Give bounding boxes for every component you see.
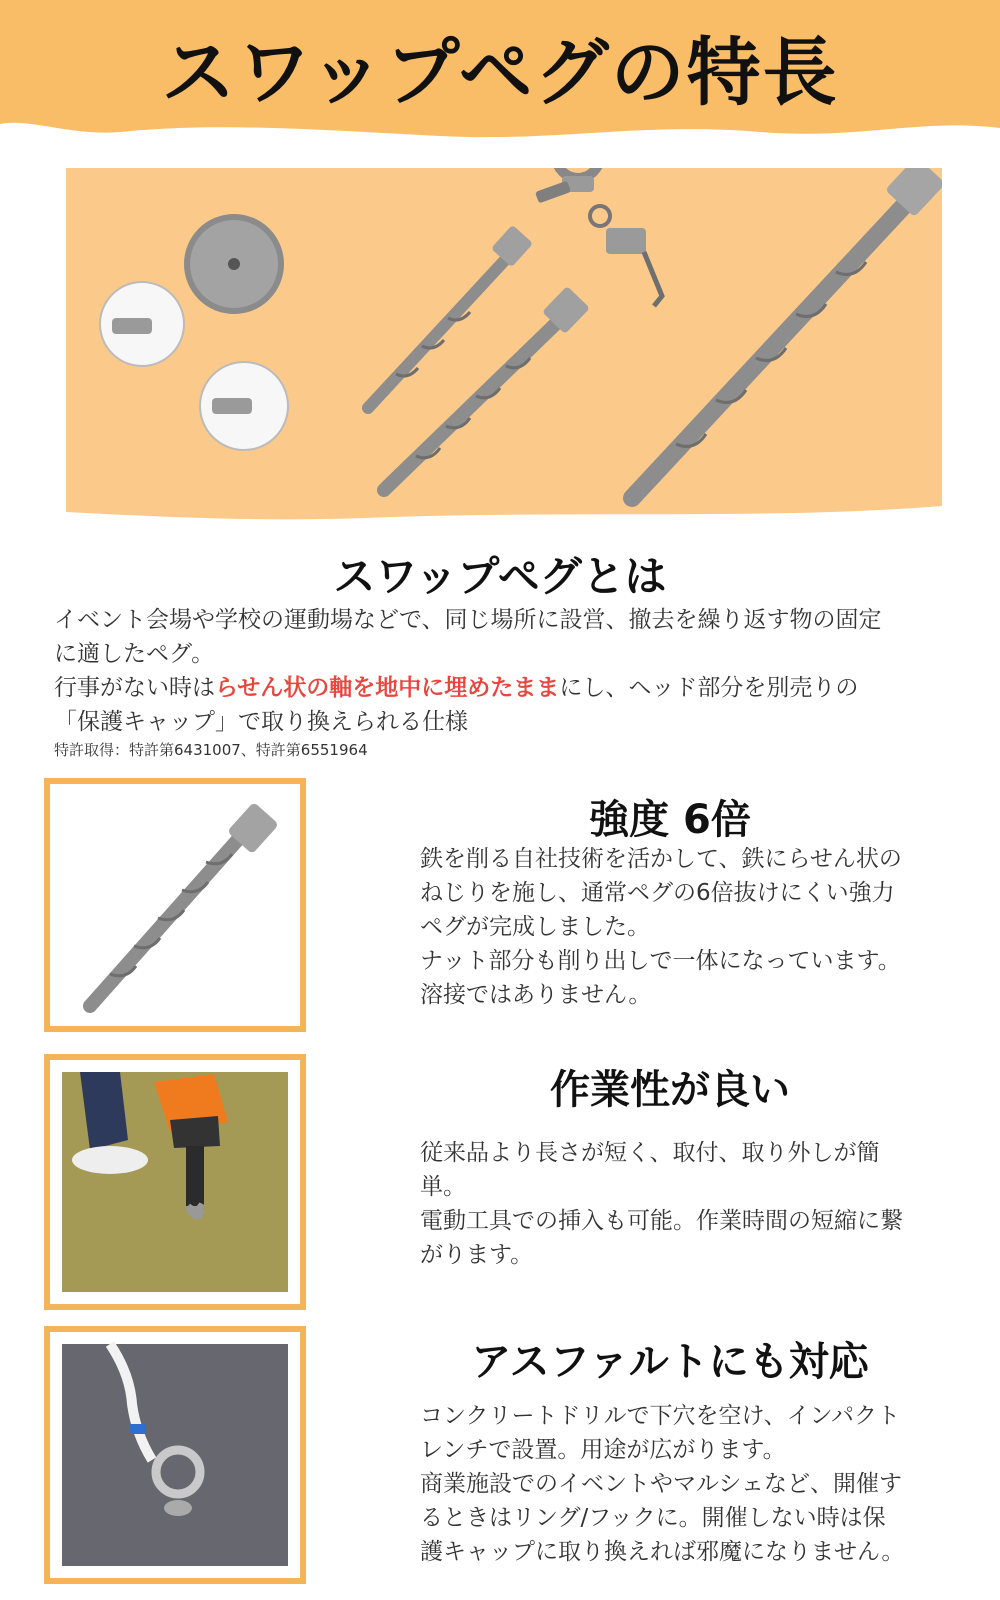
washer-icon — [184, 214, 284, 314]
feature-1-line: ねじりを施し、通常ペグの6倍抜けにくい強力 — [420, 880, 895, 906]
peg-icon — [50, 784, 300, 1026]
intro-line-2: に適したペグ。 — [54, 641, 215, 667]
intro-text — [54, 603, 954, 739]
intro-line-3-pre: 行事がない時は — [54, 675, 215, 701]
header-title: スワップペグの特長 — [161, 30, 839, 116]
feature-2-body — [420, 1136, 960, 1272]
feature-3-image-frame — [44, 1326, 306, 1584]
feature-3-line: レンチで設置。用途が広がります。 — [420, 1437, 786, 1463]
feature-1-line: 溶接ではありません。 — [420, 982, 652, 1008]
feature-1-line: ナット部分も削り出しで一体になっています。 — [420, 948, 901, 974]
feature-1-line: 鉄を削る自社技術を活かして、鉄にらせん状の — [420, 846, 902, 872]
installation-photo — [50, 1060, 300, 1304]
feature-3-line: コンクリートドリルで下穴を空け、インパクト — [420, 1403, 901, 1429]
patent-note: 特許取得：特許第6431007、特許第6551964 — [54, 741, 368, 759]
feature-2-image-frame — [44, 1054, 306, 1310]
feature-2-title: 作業性が良い — [550, 1067, 790, 1113]
feature-3-line: るときはリング/フックに。開催しない時は保 — [420, 1505, 886, 1531]
intro-line-1: イベント会場や学校の運動場などで、同じ場所に設営、撤去を繰り返す物の固定 — [54, 607, 882, 633]
feature-3-line: 商業施設でのイベントやマルシェなど、開催す — [420, 1471, 902, 1497]
feature-2-line: 単。 — [420, 1174, 466, 1200]
feature-3-body — [420, 1399, 960, 1569]
asphalt-photo — [50, 1332, 300, 1578]
feature-3-line: 護キャップに取り換えれば邪魔になりません。 — [420, 1539, 905, 1565]
intro-highlight: らせん状の軸を地中に埋めたまま — [215, 675, 560, 701]
feature-2-line: 電動工具での挿入も可能。作業時間の短縮に繋 — [420, 1208, 903, 1234]
feature-1-line: ペグが完成しました。 — [420, 914, 650, 940]
feature-2-line: 従来品より長さが短く、取付、取り外しが簡 — [420, 1140, 880, 1166]
hero-product-image — [66, 168, 942, 524]
feature-2-line: がります。 — [420, 1242, 534, 1268]
feature-1-body — [420, 842, 960, 1012]
intro-title: スワップペグとは — [333, 552, 667, 601]
feature-1-image-frame — [44, 778, 306, 1032]
intro-line-3-post: にし、ヘッド部分を別売りの — [559, 675, 859, 701]
intro-line-3 — [54, 671, 954, 705]
feature-1-title: 強度 6倍 — [589, 797, 751, 843]
feature-3-title: アスファルトにも対応 — [471, 1339, 869, 1385]
intro-line-4: 「保護キャップ」で取り換えられる仕様 — [54, 709, 468, 735]
